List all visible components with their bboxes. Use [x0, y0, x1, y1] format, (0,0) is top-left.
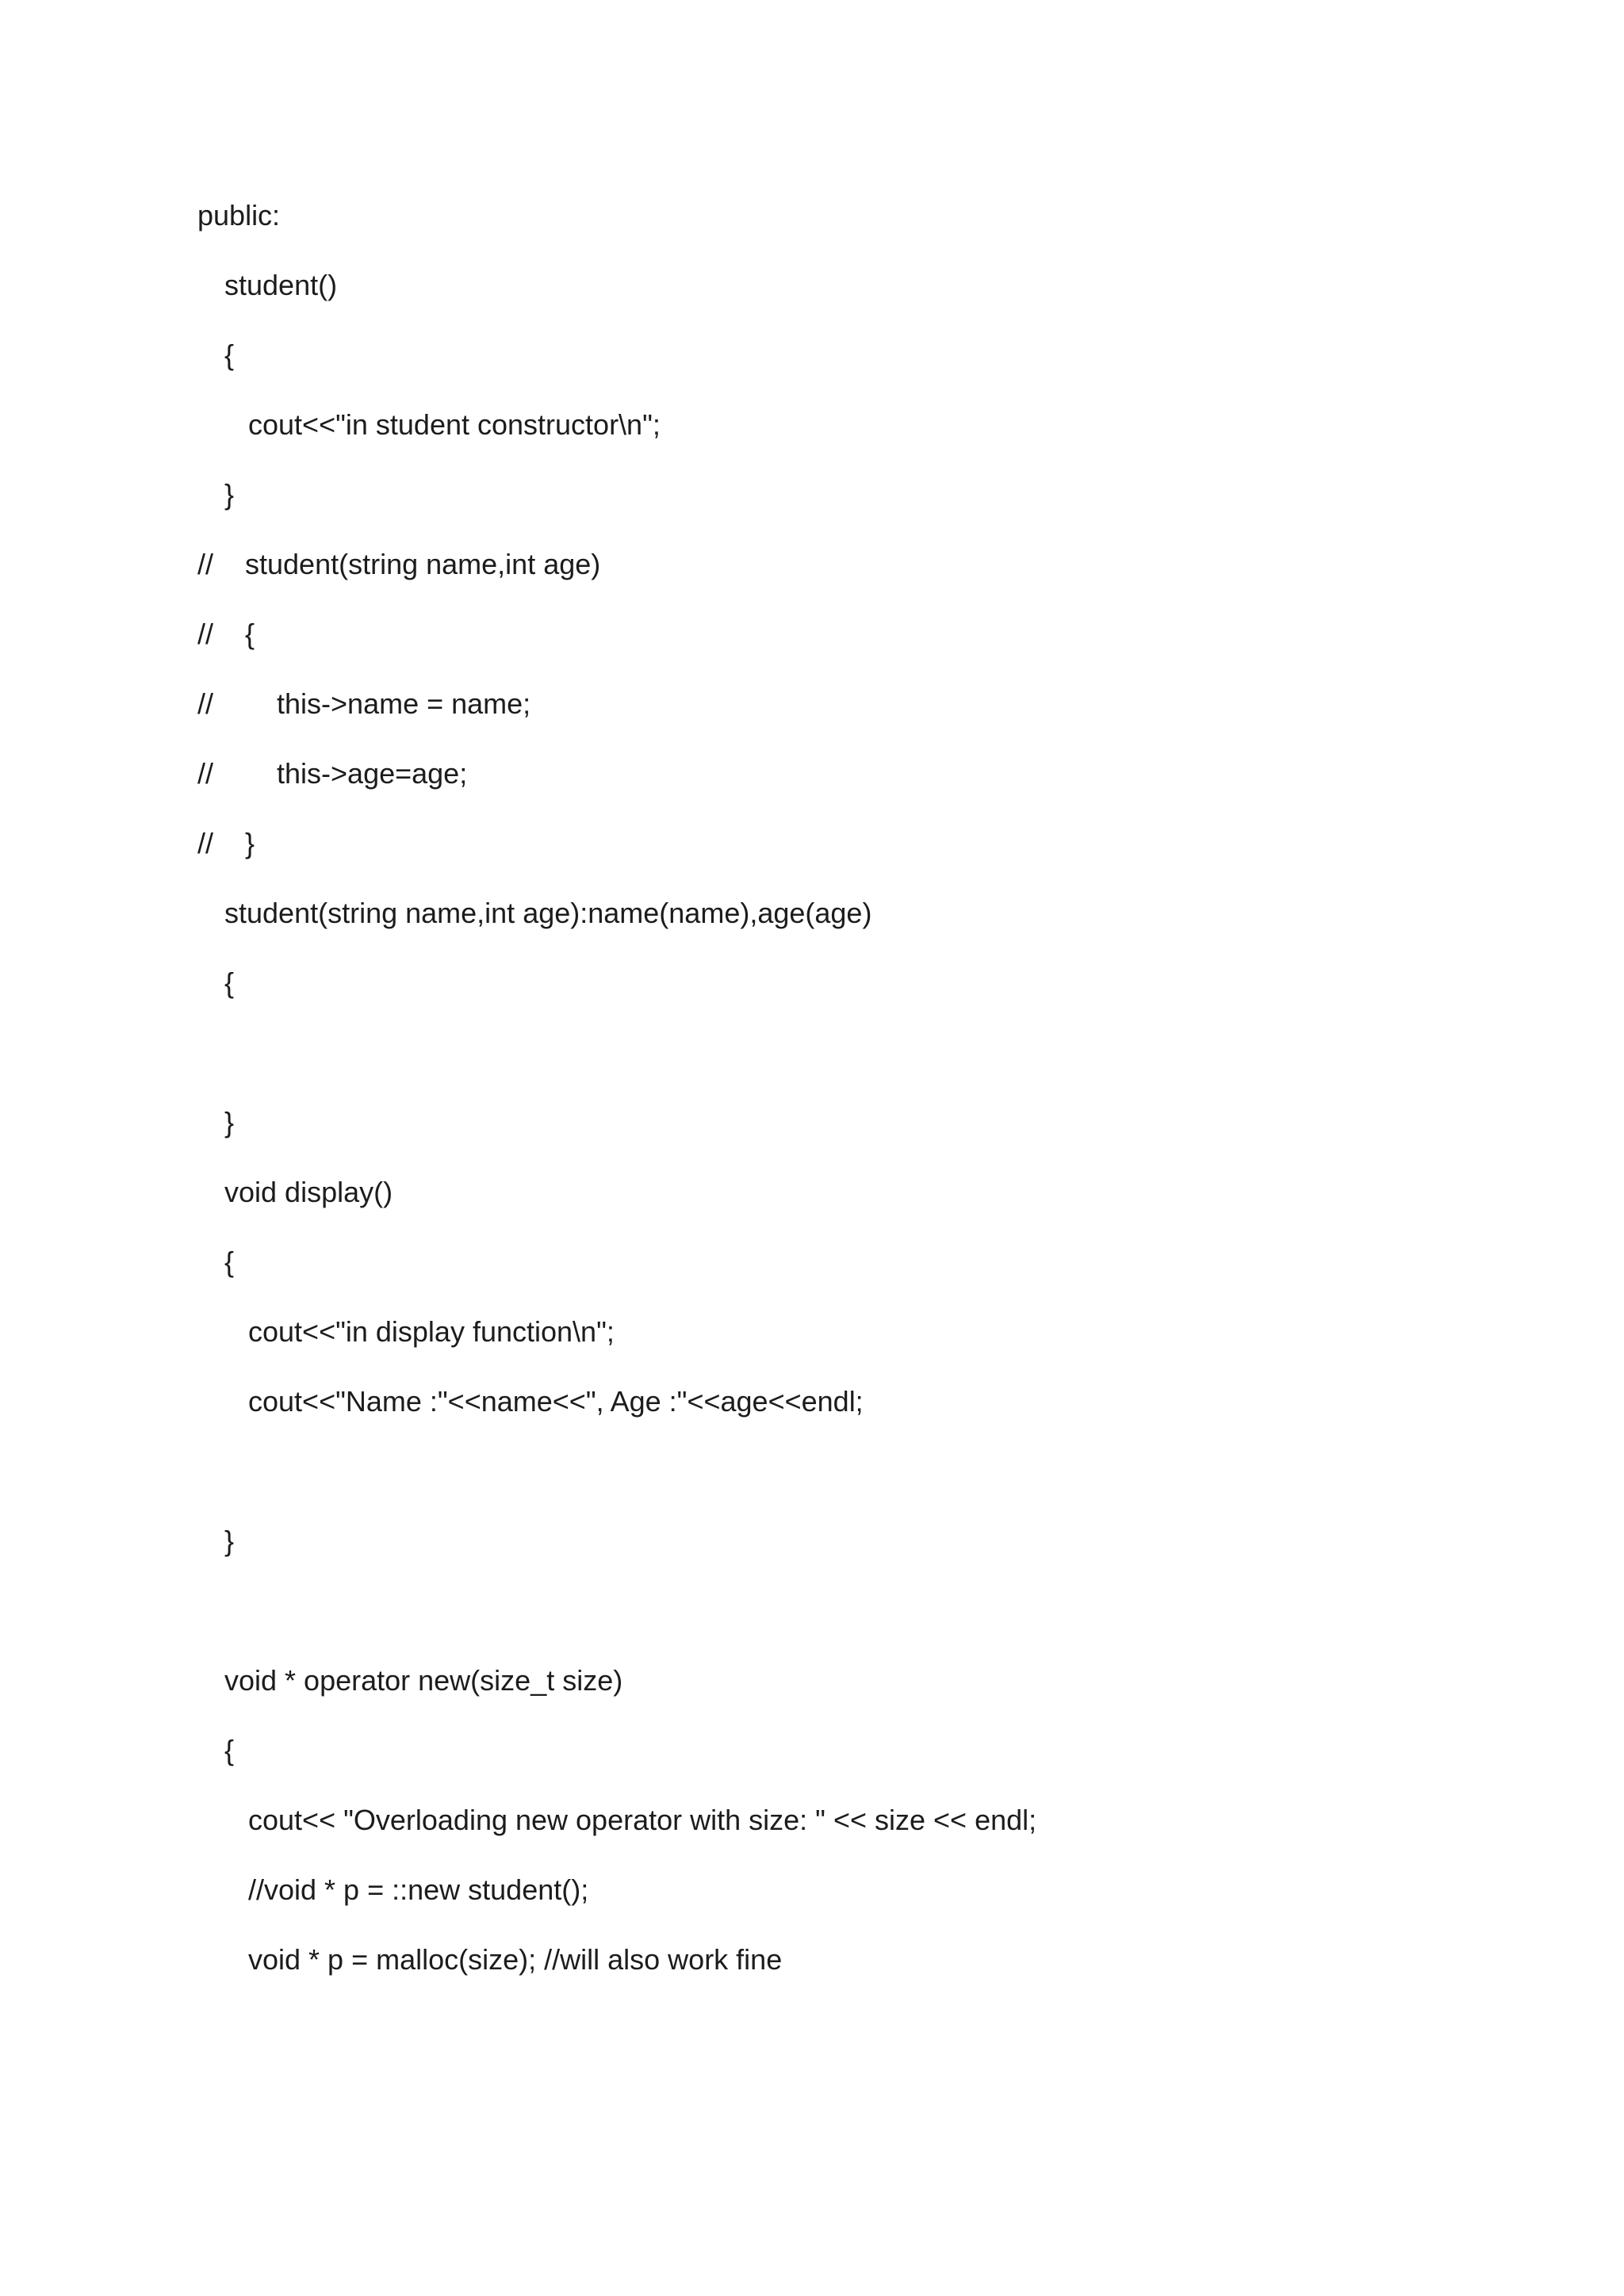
code-line: }	[224, 478, 235, 511]
code-line: {	[224, 1734, 235, 1766]
code-line: public:	[197, 199, 281, 232]
code-line: // this->age=age;	[197, 757, 468, 790]
code-line: student()	[224, 269, 338, 301]
code-line: cout<<"Name :"<<name<<", Age :"<<age<<endl;	[248, 1385, 864, 1418]
code-line: cout<< "Overloading new operator with size: " << size << endl;	[248, 1804, 1037, 1836]
code-line: student(string name,int age):name(name),age(age)	[224, 897, 872, 929]
code-line: cout<<"in display function\n";	[248, 1315, 615, 1348]
code-line: }	[224, 1525, 235, 1557]
code-line: cout<<"in student constructor\n";	[248, 408, 661, 441]
code-line: // }	[197, 827, 255, 859]
code-line: void display()	[224, 1176, 393, 1208]
code-line: void * operator new(size_t size)	[224, 1664, 623, 1697]
code-line: //void * p = ::new student();	[248, 1873, 589, 1906]
code-line: // {	[197, 618, 255, 650]
code-line: {	[224, 966, 235, 999]
code-line: // student(string name,int age)	[197, 548, 601, 580]
code-line: // this->name = name;	[197, 687, 531, 720]
code-line: {	[224, 339, 235, 371]
code-line: {	[224, 1246, 235, 1278]
code-line: void * p = malloc(size); //will also work fine	[248, 1943, 783, 1976]
code-line: }	[224, 1106, 235, 1138]
